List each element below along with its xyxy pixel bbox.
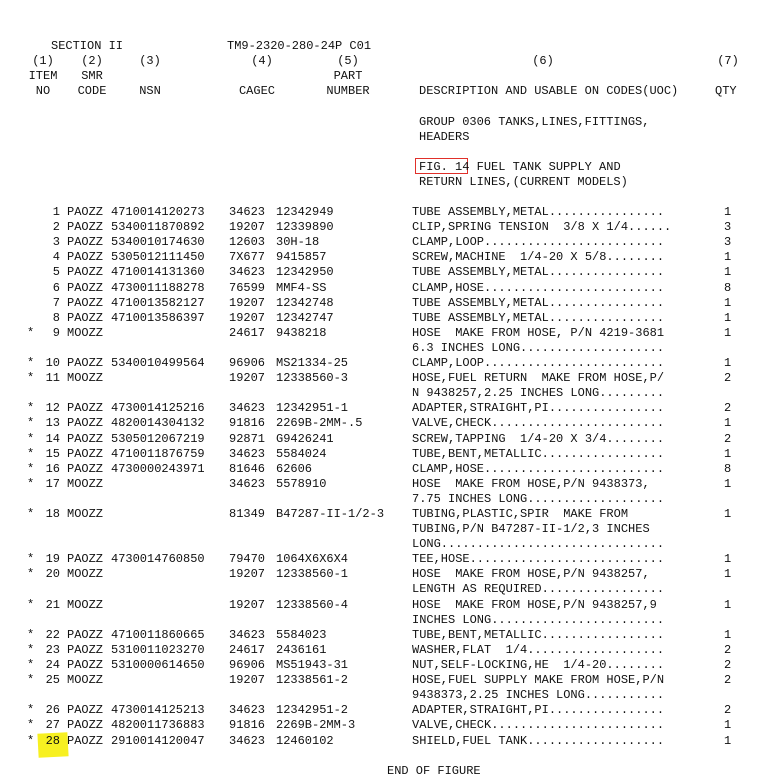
star-marker: * — [27, 642, 35, 657]
description-line: TUBE ASSEMBLY,METAL................ — [412, 295, 665, 310]
description-line: HOSE MAKE FROM HOSE,P/N 9438373, — [412, 476, 650, 491]
star-marker: * — [27, 718, 35, 733]
nsn: 4710011860665 — [111, 627, 205, 642]
description-line: N 9438257,2.25 INCHES LONG......... — [412, 386, 665, 401]
table-row — [0, 220, 777, 235]
cage-code: 34623 — [229, 205, 266, 219]
quantity: 1 — [724, 356, 732, 370]
nsn: 5310000614650 — [111, 658, 205, 672]
smr-code: PAOZZ — [67, 416, 104, 431]
star-marker: * — [27, 371, 35, 386]
part-number: 30H-18 — [276, 235, 320, 250]
smr-code: PAOZZ — [67, 205, 104, 219]
description-line: CLAMP,HOSE......................... — [412, 461, 665, 476]
smr-code: PAOZZ — [67, 552, 104, 567]
nsn: 4710014120273 — [111, 205, 205, 219]
quantity: 2 — [724, 431, 732, 446]
star-marker: * — [27, 446, 35, 461]
part-number: B47287-II-1/2-3 — [276, 507, 385, 521]
smr-code: PAOZZ — [67, 733, 104, 748]
nsn: 4820011736883 — [111, 718, 205, 733]
part-number: 12342951-1 — [276, 401, 349, 416]
col-num-2: (2) — [81, 54, 103, 68]
table-row — [0, 296, 777, 311]
star-marker: * — [27, 733, 35, 748]
star-marker: * — [27, 673, 35, 688]
part-number: 12342951-2 — [276, 703, 349, 718]
tm-number: TM9-2320-280-24P C01 — [227, 39, 372, 53]
part-number: 5584023 — [276, 627, 327, 642]
smr-code: PAOZZ — [67, 356, 104, 370]
description-line: HOSE,FUEL SUPPLY MAKE FROM HOSE,P/N — [412, 673, 665, 688]
smr-code: PAOZZ — [67, 703, 104, 718]
cage-code: 76599 — [229, 280, 266, 295]
item-number: 16 — [45, 461, 60, 476]
quantity: 1 — [724, 627, 732, 642]
table-row — [0, 311, 777, 326]
col-part-label: PART — [333, 69, 363, 83]
cage-code: 24617 — [229, 325, 266, 340]
item-number: 1 — [52, 205, 60, 219]
table-row — [0, 265, 777, 280]
cage-code: 91816 — [229, 718, 266, 733]
cage-code: 12603 — [229, 235, 266, 250]
col-code-label: CODE — [77, 84, 107, 98]
figure-title-line1 — [419, 160, 621, 175]
part-number: 12338560-1 — [276, 567, 349, 582]
cage-code: 19207 — [229, 310, 266, 325]
col-number-label: NUMBER — [326, 84, 370, 98]
cage-code: 34623 — [229, 627, 266, 642]
item-number: 4 — [52, 250, 60, 265]
cage-code: 96906 — [229, 658, 266, 672]
part-number: 9415857 — [276, 250, 327, 265]
quantity: 1 — [724, 507, 732, 521]
table-row — [0, 205, 777, 220]
cage-code: 34623 — [229, 703, 266, 718]
table-row — [0, 567, 777, 597]
quantity: 2 — [724, 658, 732, 672]
quantity: 2 — [724, 703, 732, 718]
quantity: 2 — [724, 371, 732, 386]
cage-code: 91816 — [229, 416, 266, 431]
table-row — [0, 235, 777, 250]
table-row — [0, 673, 777, 703]
quantity: 8 — [724, 461, 732, 476]
table-row — [0, 718, 777, 733]
item-number: 2 — [52, 220, 60, 235]
description-line: 7.75 INCHES LONG................... — [412, 491, 665, 506]
description-line: SCREW,TAPPING 1/4-20 X 3/4........ — [412, 431, 665, 446]
description-line: VALVE,CHECK........................ — [412, 416, 665, 431]
table-row — [0, 477, 777, 507]
part-number: 2269B-2MM-.5 — [276, 416, 363, 431]
item-number: 23 — [45, 642, 60, 657]
smr-code: PAOZZ — [67, 627, 104, 642]
quantity: 1 — [724, 416, 732, 431]
smr-code: PAOZZ — [67, 718, 104, 733]
part-number: G9426241 — [276, 431, 334, 446]
cage-code: 19207 — [229, 295, 266, 310]
item-number: 14 — [45, 431, 60, 446]
star-marker: * — [27, 476, 35, 491]
description-line: TEE,HOSE........................... — [412, 552, 665, 567]
nsn: 5305012111450 — [111, 250, 205, 265]
table-row — [0, 356, 777, 371]
quantity: 1 — [724, 205, 732, 219]
star-marker: * — [27, 401, 35, 416]
cage-code: 19207 — [229, 673, 266, 688]
nsn: 4710013582127 — [111, 295, 205, 310]
quantity: 1 — [724, 325, 732, 340]
quantity: 1 — [724, 476, 732, 491]
part-number: 2269B-2MM-3 — [276, 718, 356, 733]
table-row — [0, 462, 777, 477]
description-line: SHIELD,FUEL TANK................... — [412, 733, 665, 748]
cage-code: 34623 — [229, 446, 266, 461]
part-number: 12342949 — [276, 205, 334, 219]
part-number: 5578910 — [276, 476, 327, 491]
star-marker: * — [27, 356, 35, 370]
star-marker: * — [27, 461, 35, 476]
star-marker: * — [27, 416, 35, 431]
cage-code: 19207 — [229, 567, 266, 582]
part-number: MMF4-SS — [276, 280, 327, 295]
nsn: 5305012067219 — [111, 431, 205, 446]
col-cagec-label: CAGEC — [238, 84, 275, 98]
nsn: 4710011876759 — [111, 446, 205, 461]
description-line: 9438373,2.25 INCHES LONG........... — [412, 688, 665, 703]
cage-code: 19207 — [229, 371, 266, 386]
cage-code: 81349 — [229, 507, 266, 521]
part-number: 9438218 — [276, 325, 327, 340]
item-number: 22 — [45, 627, 60, 642]
quantity: 2 — [724, 673, 732, 688]
col-num-5: (5) — [337, 54, 359, 68]
cage-code: 96906 — [229, 356, 266, 370]
quantity: 8 — [724, 280, 732, 295]
table-row — [0, 371, 777, 401]
table-row — [0, 643, 777, 658]
star-marker: * — [27, 703, 35, 718]
nsn: 4730014125216 — [111, 401, 205, 416]
description-line: CLAMP,LOOP......................... — [412, 356, 665, 370]
description-line: TUBING,PLASTIC,SPIR MAKE FROM — [412, 507, 629, 521]
smr-code: MOOZZ — [67, 597, 104, 612]
smr-code: PAOZZ — [67, 235, 104, 250]
item-number: 28 — [45, 733, 60, 748]
smr-code: PAOZZ — [67, 265, 104, 280]
item-number: 9 — [52, 325, 60, 340]
item-number: 26 — [45, 703, 60, 718]
quantity: 3 — [724, 220, 732, 235]
smr-code: MOOZZ — [67, 507, 104, 521]
cage-code: 92871 — [229, 431, 266, 446]
smr-code: MOOZZ — [67, 567, 104, 582]
star-marker: * — [27, 627, 35, 642]
table-row — [0, 552, 777, 567]
description-line: LENGTH AS REQUIRED................. — [412, 582, 665, 597]
quantity: 1 — [724, 250, 732, 265]
part-number: 1064X6X6X4 — [276, 552, 349, 567]
table-row — [0, 703, 777, 718]
part-number: 5584024 — [276, 446, 327, 461]
table-row — [0, 281, 777, 296]
smr-code: MOOZZ — [67, 371, 104, 386]
smr-code: PAOZZ — [67, 280, 104, 295]
table-row — [0, 416, 777, 431]
table-row — [0, 598, 777, 628]
col-smr-label: SMR — [81, 69, 103, 83]
table-row — [0, 628, 777, 643]
smr-code: PAOZZ — [67, 431, 104, 446]
item-number: 3 — [52, 235, 60, 250]
description-line: VALVE,CHECK........................ — [412, 718, 665, 733]
part-number: 12339890 — [276, 220, 334, 235]
col-num-3: (3) — [139, 54, 161, 68]
col-num-4: (4) — [251, 54, 273, 68]
cage-code: 34623 — [229, 265, 266, 280]
quantity: 3 — [724, 235, 732, 250]
item-number: 6 — [52, 280, 60, 295]
cage-code: 19207 — [229, 220, 266, 235]
item-number: 15 — [45, 446, 60, 461]
star-marker: * — [27, 431, 35, 446]
col-num-1: (1) — [32, 54, 54, 68]
part-number: 2436161 — [276, 642, 327, 657]
description-line: HOSE MAKE FROM HOSE,P/N 9438257, — [412, 567, 650, 582]
part-number: 12342748 — [276, 295, 334, 310]
description-line: TUBE,BENT,METALLIC................. — [412, 627, 665, 642]
smr-code: MOOZZ — [67, 476, 104, 491]
quantity: 1 — [724, 295, 732, 310]
description-line: WASHER,FLAT 1/4................... — [412, 642, 665, 657]
col-num-6: (6) — [532, 54, 554, 68]
description-line: TUBE ASSEMBLY,METAL................ — [412, 310, 665, 325]
item-number: 11 — [45, 371, 60, 386]
smr-code: PAOZZ — [67, 401, 104, 416]
quantity: 1 — [724, 310, 732, 325]
figure-title-rest: 4 FUEL TANK SUPPLY AND — [462, 160, 621, 174]
cage-code: 79470 — [229, 552, 266, 567]
star-marker: * — [27, 507, 35, 521]
col-qty-label: QTY — [715, 84, 737, 98]
star-marker: * — [27, 552, 35, 567]
col-no-label: NO — [35, 84, 51, 98]
smr-code: PAOZZ — [67, 220, 104, 235]
description-line: HOSE MAKE FROM HOSE, P/N 4219-3681 — [412, 325, 665, 340]
group-title-line1: GROUP 0306 TANKS,LINES,FITTINGS, — [419, 115, 650, 129]
col-description-label: DESCRIPTION AND USABLE ON CODES(UOC) — [419, 84, 679, 98]
description-line: TUBE ASSEMBLY,METAL................ — [412, 205, 665, 219]
star-marker: * — [27, 325, 35, 340]
cage-code: 34623 — [229, 733, 266, 748]
item-number: 17 — [45, 476, 60, 491]
cage-code: 19207 — [229, 597, 266, 612]
star-marker: * — [27, 597, 35, 612]
description-line: CLAMP,HOSE......................... — [412, 280, 665, 295]
quantity: 1 — [724, 567, 732, 582]
part-number: MS21334-25 — [276, 356, 349, 370]
item-number: 12 — [45, 401, 60, 416]
part-number: 12460102 — [276, 733, 334, 748]
description-line: CLIP,SPRING TENSION 3/8 X 1/4...... — [412, 220, 672, 235]
item-number: 27 — [45, 718, 60, 733]
nsn: 5340011870892 — [111, 220, 205, 235]
group-title-line2: HEADERS — [419, 130, 470, 144]
table-row — [0, 401, 777, 416]
item-number: 21 — [45, 597, 60, 612]
description-line: ADAPTER,STRAIGHT,PI................ — [412, 703, 665, 718]
item-number: 10 — [45, 356, 60, 370]
description-line: NUT,SELF-LOCKING,HE 1/4-20........ — [412, 658, 665, 672]
part-number: 12342747 — [276, 310, 334, 325]
quantity: 1 — [724, 552, 732, 567]
part-number: MS51943-31 — [276, 658, 349, 672]
cage-code: 34623 — [229, 476, 266, 491]
star-marker: * — [27, 658, 35, 672]
item-number: 25 — [45, 673, 60, 688]
description-line: ADAPTER,STRAIGHT,PI................ — [412, 401, 665, 416]
cage-code: 81646 — [229, 461, 266, 476]
smr-code: PAOZZ — [67, 446, 104, 461]
quantity: 1 — [724, 733, 732, 748]
table-row — [0, 447, 777, 462]
smr-code: MOOZZ — [67, 673, 104, 688]
item-number: 8 — [52, 310, 60, 325]
nsn: 4730014760850 — [111, 552, 205, 567]
item-number: 7 — [52, 295, 60, 310]
item-number: 13 — [45, 416, 60, 431]
smr-code: PAOZZ — [67, 250, 104, 265]
quantity: 1 — [724, 597, 732, 612]
description-line: INCHES LONG........................ — [412, 612, 665, 627]
smr-code: PAOZZ — [67, 658, 104, 672]
nsn: 4820014304132 — [111, 416, 205, 431]
part-number: 62606 — [276, 461, 313, 476]
table-row — [0, 326, 777, 356]
description-line: TUBING,P/N B47287-II-1/2,3 INCHES — [412, 522, 650, 537]
cage-code: 7X677 — [229, 250, 266, 265]
section-title: SECTION II — [51, 39, 124, 53]
cage-code: 24617 — [229, 642, 266, 657]
table-row — [0, 250, 777, 265]
smr-code: PAOZZ — [67, 642, 104, 657]
part-number: 12342950 — [276, 265, 334, 280]
description-line: TUBE,BENT,METALLIC................. — [412, 446, 665, 461]
description-line: LONG............................... — [412, 537, 665, 552]
smr-code: PAOZZ — [67, 310, 104, 325]
nsn: 4730000243971 — [111, 461, 205, 476]
smr-code: MOOZZ — [67, 325, 104, 340]
table-row — [0, 734, 777, 749]
part-number: 12338560-3 — [276, 371, 349, 386]
description-line: 6.3 INCHES LONG.................... — [412, 340, 665, 355]
quantity: 1 — [724, 265, 732, 280]
smr-code: PAOZZ — [67, 295, 104, 310]
item-number: 20 — [45, 567, 60, 582]
nsn: 5340010499564 — [111, 356, 205, 370]
cage-code: 34623 — [229, 401, 266, 416]
description-line: CLAMP,LOOP......................... — [412, 235, 665, 250]
col-nsn-label: NSN — [139, 84, 161, 98]
nsn: 4710013586397 — [111, 310, 205, 325]
description-line: HOSE MAKE FROM HOSE,P/N 9438257,9 — [412, 597, 657, 612]
part-number: 12338561-2 — [276, 673, 349, 688]
table-row — [0, 658, 777, 673]
nsn: 4730014125213 — [111, 703, 205, 718]
quantity: 2 — [724, 642, 732, 657]
item-number: 5 — [52, 265, 60, 280]
nsn: 2910014120047 — [111, 733, 205, 748]
nsn: 4710014131360 — [111, 265, 205, 280]
col-num-7: (7) — [717, 54, 739, 68]
description-line: HOSE,FUEL RETURN MAKE FROM HOSE,P/ — [412, 371, 665, 386]
description-line: TUBE ASSEMBLY,METAL................ — [412, 265, 665, 280]
col-item-label: ITEM — [28, 69, 58, 83]
item-number: 18 — [45, 507, 60, 521]
quantity: 1 — [724, 718, 732, 733]
quantity: 1 — [724, 446, 732, 461]
table-row — [0, 432, 777, 447]
star-marker: * — [27, 567, 35, 582]
nsn: 5310011023270 — [111, 642, 205, 657]
figure-title-line2: RETURN LINES,(CURRENT MODELS) — [419, 175, 628, 189]
figure-number: FIG. 1 — [419, 160, 463, 174]
quantity: 2 — [724, 401, 732, 416]
part-number: 12338560-4 — [276, 597, 349, 612]
item-number: 19 — [45, 552, 60, 567]
nsn: 5340010174630 — [111, 235, 205, 250]
smr-code: PAOZZ — [67, 461, 104, 476]
end-of-figure: END OF FIGURE — [387, 764, 481, 778]
item-number: 24 — [45, 658, 60, 672]
description-line: SCREW,MACHINE 1/4-20 X 5/8........ — [412, 250, 665, 265]
table-row — [0, 507, 777, 552]
nsn: 4730011188278 — [111, 280, 205, 295]
